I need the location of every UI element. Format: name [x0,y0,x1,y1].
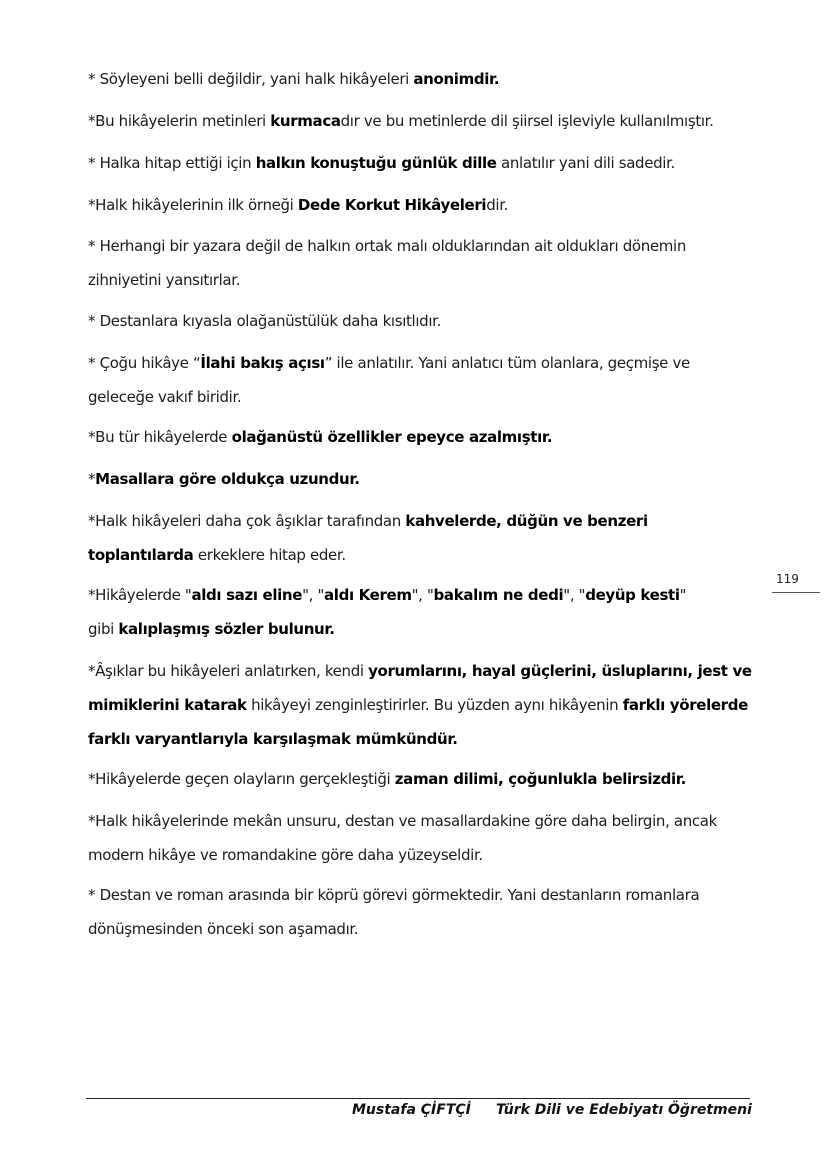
paragraph [88,229,768,297]
footer-divider [86,1098,750,1099]
bold-text: bakalım ne dedi [433,586,564,604]
paragraph [88,346,768,414]
page-number-rule [772,592,820,593]
paragraph [88,188,768,222]
bold-text: farklı varyantlarıyla karşılaşmak mümkündür. [88,730,458,748]
paragraph [88,146,768,180]
paragraph [88,804,768,872]
paragraph [88,762,768,796]
bold-text: kurmaca [270,112,341,130]
text-run: geleceğe vakıf biridir. [88,388,242,406]
text-run: ", " [563,586,586,604]
text-run: *Hikâyelerde " [88,586,192,604]
bold-text: zaman dilimi, çoğunlukla belirsizdir. [394,770,687,788]
text-run: dir. [486,196,509,214]
text-run: anlatılır yani dili sadedir. [496,154,675,172]
text-run: ” ile anlatılır. Yani anlatıcı tüm olanlara, geçmişe ve [324,354,690,372]
page-number: 119 [776,572,799,586]
text-run: *Hikâyelerde geçen olayların gerçekleştiği [88,770,395,788]
text-run: zihniyetini yansıtırlar. [88,271,241,289]
paragraph [88,62,768,96]
text-run: " [679,586,687,604]
bold-text: Dede Korkut Hikâyeleri [297,196,487,214]
bold-text: aldı Kerem [324,586,412,604]
text-run: *Halk hikâyelerinin ilk örneği [88,196,298,214]
paragraph [88,578,768,646]
footer-role: Türk Dili ve Edebiyatı Öğretmeni [496,1102,752,1118]
paragraph [88,304,768,338]
text-run: erkeklere hitap eder. [193,546,346,564]
text-run: *Bu tür hikâyelerde [88,428,232,446]
text-run: * Destan ve roman arasında bir köprü görevi görmektedir. Yani destanların romanlara [88,886,700,904]
bold-text: anonimdir. [413,70,500,88]
paragraph [88,504,768,572]
text-run: *Halk hikâyeleri daha çok âşıklar tarafından [88,512,406,530]
paragraph [88,654,768,756]
bold-text: farklı yörelerde [622,696,748,714]
text-run: * Herhangi bir yazara değil de halkın ortak malı olduklarından ait oldukları dönemin [88,237,686,255]
text-run: * [88,470,96,488]
text-run: dır ve bu metinlerde dil şiirsel işleviyle kullanılmıştır. [340,112,714,130]
text-run: modern hikâye ve romandakine göre daha yüzeyseldir. [88,846,483,864]
bold-text: İlahi bakış açısı [200,354,325,372]
bold-text: toplantılarda [88,546,194,564]
text-run: *Âşıklar bu hikâyeleri anlatırken, kendi [88,662,369,680]
paragraph [88,878,768,946]
text-run: * Halka hitap ettiği için [88,154,256,172]
bold-text: mimiklerini katarak [88,696,247,714]
paragraph [88,104,768,138]
text-run: dönüşmesinden önceki son aşamadır. [88,920,359,938]
text-run: gibi [88,620,119,638]
text-run: * Söyleyeni belli değildir, yani halk hikâyeleri [88,70,414,88]
text-run: * Çoğu hikâye “ [88,354,201,372]
bold-text: deyüp kesti [585,586,680,604]
bold-text: yorumlarını, hayal güçlerini, üsluplarını, jest ve [368,662,752,680]
paragraph [88,462,768,496]
bold-text: aldı sazı eline [191,586,303,604]
bold-text: olağanüstü özellikler epeyce azalmıştır. [231,428,553,446]
text-run: *Bu hikâyelerin metinleri [88,112,271,130]
text-run: hikâyeyi zenginleştirirler. Bu yüzden aynı hikâyenin [246,696,623,714]
text-run: *Halk hikâyelerinde mekân unsuru, destan ve masallardakine göre daha belirgin, ancak [88,812,717,830]
text-run: ", " [302,586,324,604]
paragraph [88,420,768,454]
bold-text: Masallara göre oldukça uzundur. [95,470,360,488]
bold-text: halkın konuştuğu günlük dille [255,154,497,172]
text-run: * Destanlara kıyasla olağanüstülük daha kısıtlıdır. [88,312,442,330]
bold-text: kalıplaşmış sözler bulunur. [118,620,335,638]
text-run: ", " [411,586,434,604]
footer-author: Mustafa ÇİFTÇİ [352,1102,471,1118]
bold-text: kahvelerde, düğün ve benzeri [405,512,648,530]
